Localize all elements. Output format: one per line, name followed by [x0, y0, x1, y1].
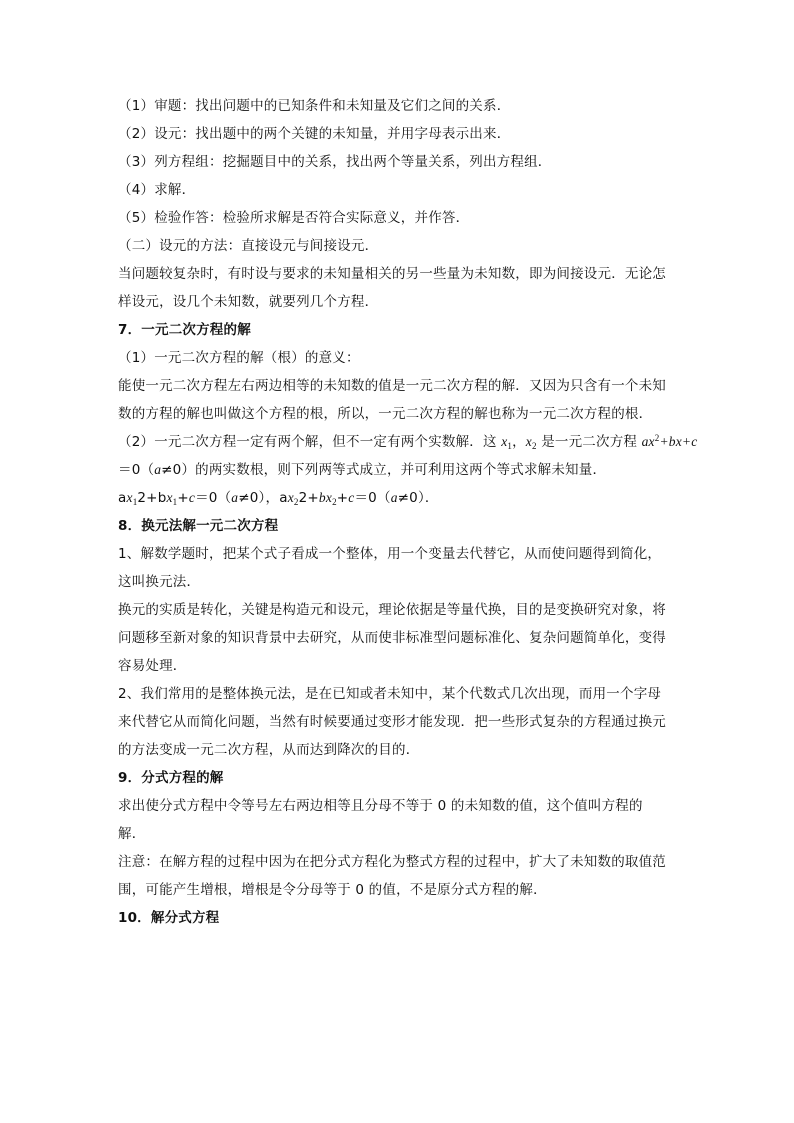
text-line: 的方法变成一元二次方程，从而达到降次的目的． [118, 742, 420, 758]
section-heading: 8．换元法解一元二次方程 [118, 518, 279, 534]
text-line: 2、我们常用的是整体换元法，是在已知或者未知中，某个代数式几次出现，而用一个字母 [118, 686, 662, 702]
text-line: 解． [118, 826, 146, 842]
text-line: 1、解数学题时，把某个式子看成一个整体，用一个变量去代替它，从而使问题得到简化， [118, 546, 662, 562]
text-line: 能使一元二次方程左右两边相等的未知数的值是一元二次方程的解．又因为只含有一个未知 [118, 378, 666, 394]
text-line: （3）列方程组：挖掘题目中的关系，找出两个等量关系，列出方程组． [118, 154, 552, 170]
text-line: 围，可能产生增根，增根是令分母等于 0 的值，不是原分式方程的解． [118, 882, 547, 898]
text-line: 换元的实质是转化，关键是构造元和设元，理论依据是等量代换，目的是变换研究对象，将 [118, 602, 666, 618]
text-line: （1）审题：找出问题中的已知条件和未知量及它们之间的关系． [118, 98, 511, 114]
text-line: 来代替它从而简化问题，当然有时候要通过变形才能发现．把一些形式复杂的方程通过换元 [118, 714, 666, 730]
section-heading: 10．解分式方程 [118, 910, 220, 926]
section-heading: 7．一元二次方程的解 [118, 322, 251, 338]
text-line: 这叫换元法． [118, 574, 201, 590]
text-line: 数的方程的解也叫做这个方程的根，所以，一元二次方程的解也称为一元二次方程的根． [118, 406, 653, 422]
text-line: （4）求解． [118, 182, 196, 198]
text-line: 容易处理． [118, 658, 187, 674]
text-line: 问题移至新对象的知识背景中去研究，从而使非标准型问题标准化、复杂问题简单化，变得 [118, 630, 666, 646]
text-line: 注意：在解方程的过程中因为在把分式方程化为整式方程的过程中，扩大了未知数的取值范 [118, 854, 666, 870]
text-line: 求出使分式方程中令等号左右两边相等且分母不等于 0 的未知数的值，这个值叫方程的 [118, 798, 643, 814]
text-line: （5）检验作答：检验所求解是否符合实际意义，并作答． [118, 210, 470, 226]
text-line: （2）设元：找出题中的两个关键的未知量，并用字母表示出来． [118, 126, 511, 142]
section-heading: 9．分式方程的解 [118, 770, 224, 786]
text-line: 样设元，设几个未知数，就要列几个方程． [118, 294, 379, 310]
document-page [118, 92, 698, 932]
text-line: （2）一元二次方程一定有两个解，但不一定有两个实数解．这 $x_1$，$x_2$ 是一元二次方程 $ax^2+bx+c$ [118, 433, 698, 451]
formula-line: $ax_12+bx_1+c=0(a\ne 0)$，$ax_22+bx_2+c=0(a\ne 0)$． [118, 490, 439, 507]
text-line: （1）一元二次方程的解（根）的意义： [118, 350, 360, 366]
text-line: ＝0（a≠0）的两实数根，则下列两等式成立，并可利用这两个等式求解未知量． [118, 462, 607, 478]
text-line: （二）设元的方法：直接设元与间接设元． [118, 238, 379, 254]
text-line: 当问题较复杂时，有时设与要求的未知量相关的另一些量为未知数，即为间接设元．无论怎 [118, 266, 666, 282]
